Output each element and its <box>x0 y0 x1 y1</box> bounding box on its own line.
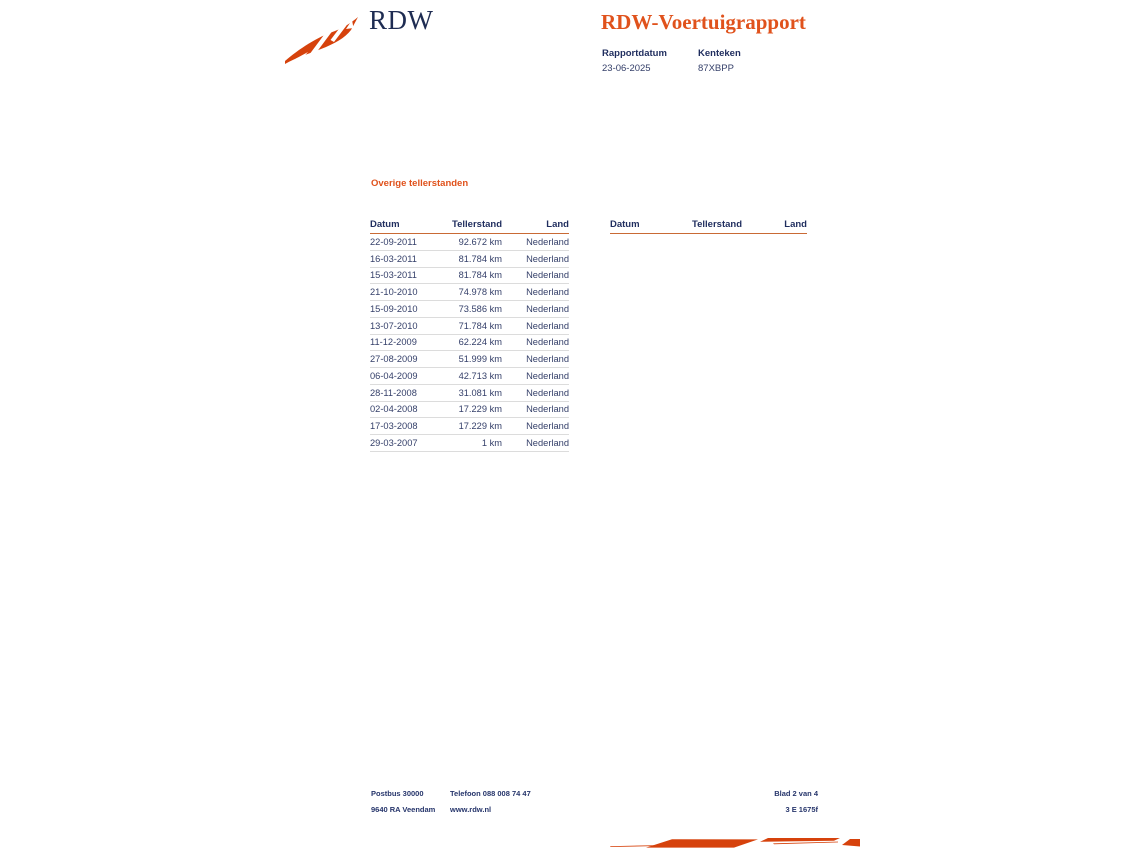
table-cell: 22-09-2011 <box>370 236 417 247</box>
table-cell: Nederland <box>526 404 569 415</box>
table-row <box>370 385 569 402</box>
license-plate-block <box>698 48 741 74</box>
table-cell: 13-07-2010 <box>370 320 418 331</box>
table-cell: 17.229 km <box>458 404 502 415</box>
rdw-wing-icon <box>284 16 362 66</box>
table-cell: Nederland <box>526 303 569 314</box>
table-cell: 15-09-2010 <box>370 303 418 314</box>
footer-phone: Telefoon 088 008 74 47 <box>450 789 531 798</box>
table-cell: 42.713 km <box>458 370 502 381</box>
table-cell: 31.081 km <box>458 387 502 398</box>
table-cell: 21-10-2010 <box>370 287 418 298</box>
odometer-table-right <box>610 219 807 234</box>
report-date-label: Rapportdatum <box>602 48 667 59</box>
footer-form-code: 3 E 1675f <box>785 805 818 814</box>
table-row <box>370 268 569 285</box>
odometer-table-left <box>370 219 569 452</box>
table-cell: 71.784 km <box>458 320 502 331</box>
table-row <box>370 435 569 452</box>
table-cell: 06-04-2009 <box>370 370 418 381</box>
table-row <box>370 335 569 352</box>
table-cell: Nederland <box>526 387 569 398</box>
table-cell: 1 km <box>481 437 502 448</box>
footer-page-indicator: Blad 2 van 4 <box>774 789 818 798</box>
table-cell: 51.999 km <box>458 354 502 365</box>
license-plate-value: 87XBPP <box>698 63 734 74</box>
table-row <box>370 284 569 301</box>
table-cell: 62.224 km <box>458 337 502 348</box>
column-header-tellerstand: Tellerstand <box>452 219 502 230</box>
table-cell: 73.586 km <box>458 303 502 314</box>
report-date-block <box>602 48 667 74</box>
column-header-land: Land <box>546 219 569 230</box>
column-header-datum: Datum <box>610 219 640 230</box>
footer-website-link[interactable]: www.rdw.nl <box>450 805 492 814</box>
brand-wordmark: RDW <box>369 5 434 35</box>
rdw-wing-fragment-icon <box>608 838 860 849</box>
table-cell: Nederland <box>526 437 569 448</box>
table-row <box>370 301 569 318</box>
table-row <box>370 402 569 419</box>
table-cell: 27-08-2009 <box>370 354 418 365</box>
table-row <box>370 418 569 435</box>
table-cell: 81.784 km <box>458 270 502 281</box>
table-cell: 28-11-2008 <box>370 387 417 398</box>
table-cell: Nederland <box>526 236 569 247</box>
table-cell: 74.978 km <box>458 287 502 298</box>
report-title: RDW-Voertuigrapport <box>601 10 806 34</box>
table-cell: Nederland <box>526 320 569 331</box>
table-cell: 29-03-2007 <box>370 437 418 448</box>
license-plate-label: Kenteken <box>698 48 741 59</box>
table-cell: 16-03-2011 <box>370 253 417 264</box>
table-row <box>370 351 569 368</box>
table-cell: 17-03-2008 <box>370 421 418 432</box>
table-header-row <box>610 219 807 234</box>
table-row <box>370 251 569 268</box>
table-row <box>370 368 569 385</box>
table-cell: Nederland <box>526 253 569 264</box>
table-cell: 92.672 km <box>458 236 502 247</box>
report-date-value: 23-06-2025 <box>602 63 651 74</box>
column-header-land: Land <box>784 219 807 230</box>
table-cell: 17.229 km <box>458 421 502 432</box>
table-cell: Nederland <box>526 421 569 432</box>
table-header-row <box>370 219 569 234</box>
table-body <box>370 234 569 452</box>
column-header-datum: Datum <box>370 219 400 230</box>
footer-address-line1: Postbus 30000 <box>371 789 424 798</box>
table-cell: 11-12-2009 <box>370 337 417 348</box>
table-cell: Nederland <box>526 337 569 348</box>
table-row <box>370 318 569 335</box>
table-cell: Nederland <box>526 287 569 298</box>
table-row <box>370 234 569 251</box>
table-cell: 81.784 km <box>458 253 502 264</box>
table-cell: 15-03-2011 <box>370 270 417 281</box>
table-cell: Nederland <box>526 354 569 365</box>
column-header-tellerstand: Tellerstand <box>692 219 742 230</box>
section-heading-overige-tellerstanden: Overige tellerstanden <box>371 178 469 189</box>
footer-address-line2: 9640 RA Veendam <box>371 805 436 814</box>
table-cell: Nederland <box>526 270 569 281</box>
table-cell: Nederland <box>526 370 569 381</box>
table-cell: 02-04-2008 <box>370 404 418 415</box>
